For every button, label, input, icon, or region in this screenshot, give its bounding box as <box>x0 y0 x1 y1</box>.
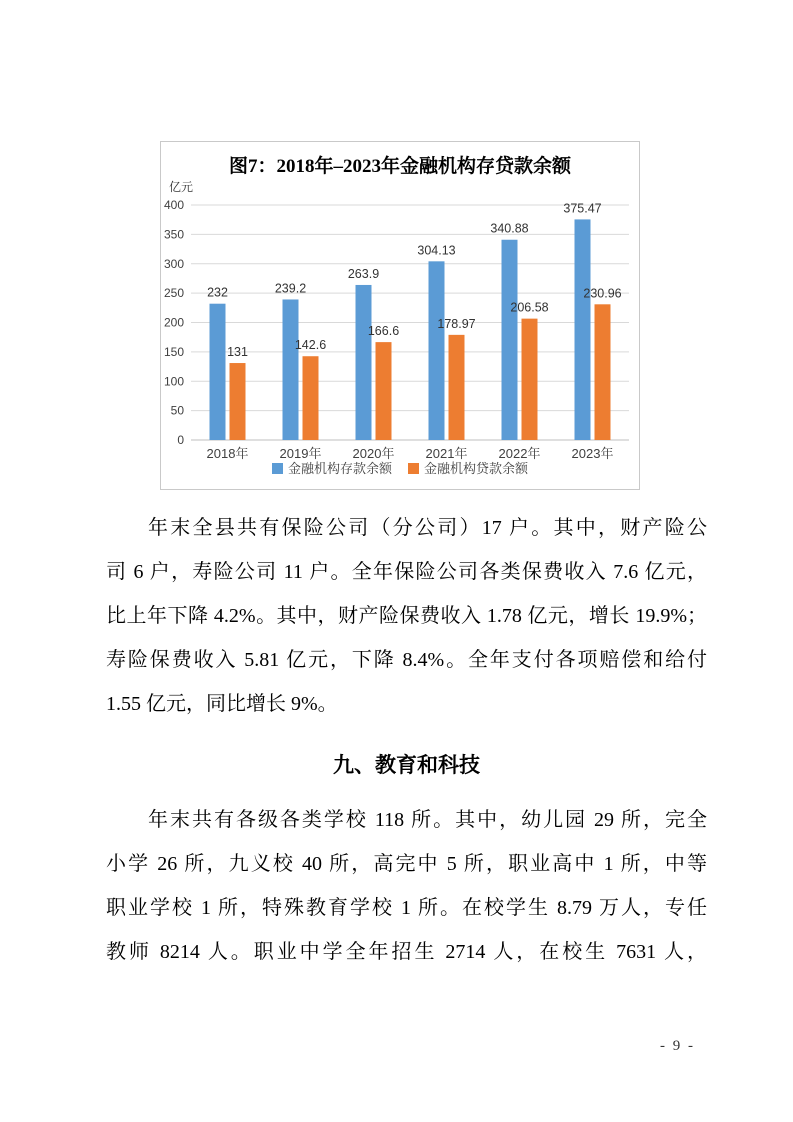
loan-bar <box>595 304 611 440</box>
text-line: 司 6 户，寿险公司 11 户。全年保险公司各类保费收入 7.6 亿元， <box>106 561 707 583</box>
y-tick-label: 350 <box>163 227 184 242</box>
loan-bar <box>522 319 538 440</box>
text-line: 年末全县共有保险公司（分公司）17 户。其中，财产险公 <box>148 517 707 539</box>
bar-value-label: 142.6 <box>294 338 327 353</box>
page-number: - 9 - <box>660 1038 695 1054</box>
bar-value-label: 178.97 <box>437 316 476 331</box>
text-line: 比上年下降 4.2%。其中，财产险保费收入 1.78 亿元，增长 19.9%； <box>106 605 707 627</box>
x-axis-label: 2023年 <box>571 446 614 461</box>
x-axis-label: 2018年 <box>206 446 249 461</box>
loan-bar <box>449 335 465 440</box>
bar-value-label: 166.6 <box>367 324 400 339</box>
legend-label: 金融机构存款余额 <box>288 461 393 476</box>
y-tick-label: 400 <box>163 198 184 212</box>
deposit-bar <box>502 240 518 440</box>
education-paragraph <box>106 798 707 974</box>
bar-value-label: 340.88 <box>490 221 529 236</box>
y-tick-label: 50 <box>170 403 184 418</box>
deposit-bar <box>210 304 226 440</box>
y-tick-label: 100 <box>163 374 184 389</box>
y-tick-label: 300 <box>163 256 184 271</box>
bar-value-label: 304.13 <box>417 243 456 258</box>
x-axis-label: 2022年 <box>498 446 541 461</box>
bar-value-label: 131 <box>227 345 248 360</box>
bar-value-label: 232 <box>207 285 228 300</box>
chart-unit-label: 亿元 <box>169 180 194 194</box>
x-axis-label: 2021年 <box>425 446 468 461</box>
x-axis-label: 2020年 <box>352 446 395 461</box>
chart-title: 图7：2018年–2023年金融机构存贷款余额 <box>228 156 572 177</box>
text-line: 寿险保费收入 5.81 亿元，下降 8.4%。全年支付各项赔偿和给付 <box>106 649 707 671</box>
y-tick-label: 150 <box>163 344 184 359</box>
bar-value-label: 263.9 <box>347 266 380 281</box>
loan-bar <box>376 342 392 440</box>
deposit-loan-bar-chart <box>160 141 640 490</box>
bar-value-label: 206.58 <box>510 300 549 315</box>
bar-chart-canvas <box>161 142 639 489</box>
loan-bar <box>230 363 246 440</box>
loan-bar <box>303 356 319 440</box>
body-text <box>106 506 707 974</box>
deposit-bar <box>575 219 591 440</box>
deposit-bar <box>429 261 445 440</box>
y-tick-label: 200 <box>163 315 184 330</box>
x-axis-label: 2019年 <box>279 446 322 461</box>
text-line: 职业学校 1 所，特殊教育学校 1 所。在校学生 8.79 万人，专任 <box>106 897 707 919</box>
bar-value-label: 239.2 <box>274 281 307 296</box>
text-line: 年末共有各级各类学校 118 所。其中，幼儿园 29 所，完全 <box>148 809 707 831</box>
text-line: 教师 8214 人。职业中学全年招生 2714 人，在校生 7631 人， <box>106 941 707 963</box>
legend-swatch <box>272 463 283 474</box>
page-footer <box>660 1038 695 1055</box>
deposit-bar <box>283 299 299 440</box>
insurance-paragraph <box>106 506 707 726</box>
y-tick-label: 0 <box>177 433 184 447</box>
deposit-bar <box>356 285 372 440</box>
bar-value-label: 230.96 <box>583 286 622 301</box>
y-tick-label: 250 <box>163 286 184 301</box>
text-line: 小学 26 所，九义校 40 所，高完中 5 所，职业高中 1 所，中等 <box>106 853 707 875</box>
bar-value-label: 375.47 <box>563 201 602 216</box>
text-line: 1.55 亿元，同比增长 9%。 <box>106 693 338 715</box>
section-heading: 九、教育和科技 <box>333 754 480 777</box>
legend-label: 金融机构贷款余额 <box>424 461 529 476</box>
legend-swatch <box>408 463 419 474</box>
